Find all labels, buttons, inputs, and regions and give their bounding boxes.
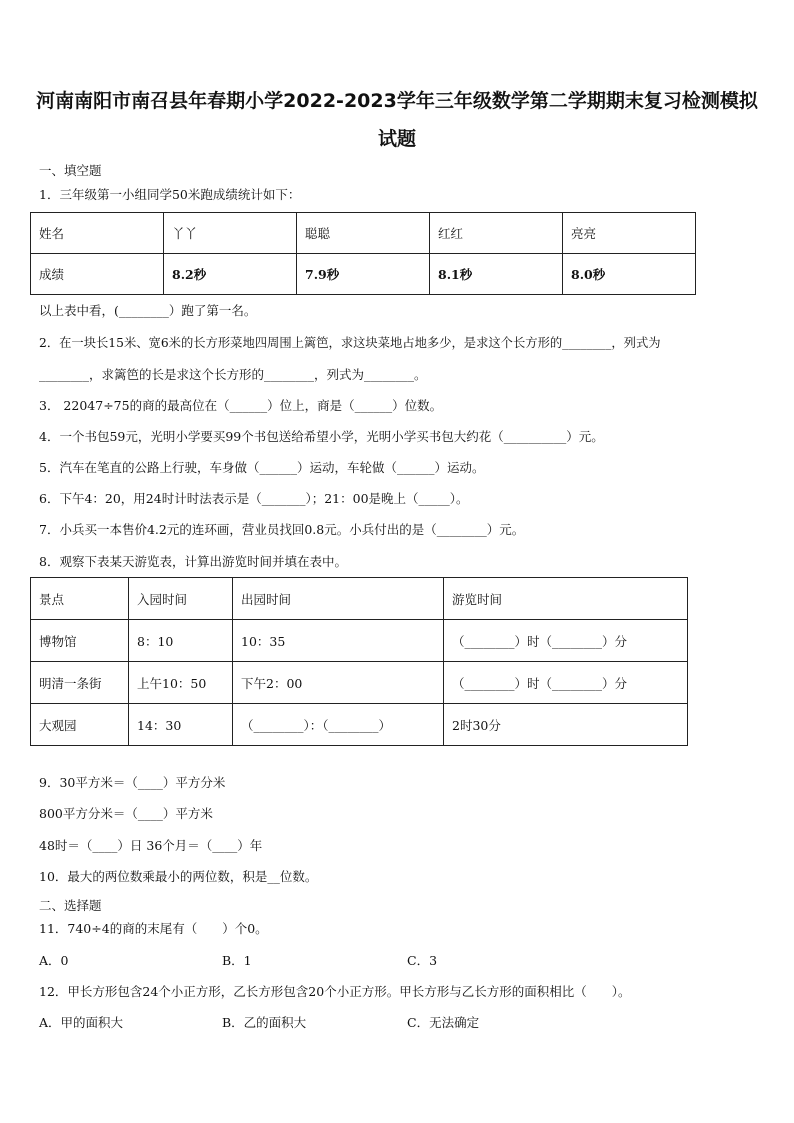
table-cell: （________）：（________） [233, 704, 444, 746]
question-11-option-c: C．3 [407, 953, 438, 968]
question-1-prompt: 以上表中看，(________）跑了第一名。 [39, 303, 257, 318]
section-heading-fill-in: 一、填空题 [39, 163, 102, 178]
table-cell: 景点 [31, 578, 129, 620]
question-11-stem: 11．740÷4的商的末尾有（ ）个0。 [39, 921, 268, 936]
question-9-line3: 48时＝（____）日 36个月＝（____）年 [39, 838, 263, 853]
question-5: 5．汽车在笔直的公路上行驶，车身做（______）运动，车轮做（______）运动。 [39, 460, 485, 475]
table-cell: 红红 [430, 213, 563, 254]
question-10: 10．最大的两位数乘最小的两位数，积是__位数。 [39, 869, 318, 884]
document-title-line2: 试题 [377, 128, 416, 150]
table-row [31, 620, 688, 662]
table-cell: 2时30分 [444, 704, 688, 746]
question-12-option-b: B．乙的面积大 [222, 1015, 307, 1030]
question-12-stem: 12．甲长方形包含24个小正方形，乙长方形包含20个小正方形。甲长方形与乙长方形的面积相比（ ）。 [39, 984, 631, 999]
question-12-option-c: C．无法确定 [407, 1015, 480, 1030]
question-11-option-b: B．1 [222, 953, 252, 968]
table-cell: 上午10：50 [129, 662, 233, 704]
question-9-line2: 800平方分米＝（____）平方米 [39, 806, 213, 821]
question-6: 6．下午4：20，用24时计时法表示是（_______）；21：00是晚上（_____）。 [39, 491, 469, 506]
table-cell: 7.9秒 [297, 254, 430, 295]
table-cell: （________）时（________）分 [444, 662, 688, 704]
table-cell: 下午2：00 [233, 662, 444, 704]
table-row [31, 254, 696, 295]
question-2-line1: 2．在一块长15米、宽6米的长方形菜地四周围上篱笆，求这块菜地占地多少，是求这个长方形的________，列式为 [39, 336, 661, 350]
table-cell: 8.2秒 [164, 254, 297, 295]
table-cell: 博物馆 [31, 620, 129, 662]
table-cell: 8.1秒 [430, 254, 563, 295]
q8-tour-table [30, 577, 688, 746]
table-cell: 亮亮 [563, 213, 696, 254]
table-row [31, 662, 688, 704]
table-row [31, 704, 688, 746]
table-cell: 聪聪 [297, 213, 430, 254]
table-cell: 姓名 [31, 213, 164, 254]
table-cell: 游览时间 [444, 578, 688, 620]
document-title-line1: 河南南阳市南召县年春期小学2022-2023学年三年级数学第二学期期末复习检测模拟 [36, 90, 758, 112]
question-11-option-a: A．0 [39, 953, 69, 968]
table-cell: 成绩 [31, 254, 164, 295]
table-cell: 入园时间 [129, 578, 233, 620]
table-cell: 8.0秒 [563, 254, 696, 295]
table-cell: 丫丫 [164, 213, 297, 254]
table-cell: （________）时（________）分 [444, 620, 688, 662]
table-cell: 明清一条街 [31, 662, 129, 704]
question-12-option-a: A．甲的面积大 [39, 1015, 124, 1030]
table-row [31, 213, 696, 254]
table-cell: 10：35 [233, 620, 444, 662]
table-cell: 出园时间 [233, 578, 444, 620]
table-cell: 8：10 [129, 620, 233, 662]
question-3: 3． 22047÷75的商的最高位在（______）位上，商是（______）位数。 [39, 398, 443, 413]
question-1-stem: 1．三年级第一小组同学50米跑成绩统计如下： [39, 187, 301, 202]
table-cell: 大观园 [31, 704, 129, 746]
question-7: 7．小兵买一本售价4.2元的连环画，营业员找回0.8元。小兵付出的是（________）元。 [39, 522, 525, 537]
question-4: 4．一个书包59元，光明小学要买99个书包送给希望小学，光明小学买书包大约花（__________）元。 [39, 429, 604, 444]
question-8-stem: 8．观察下表某天游览表，计算出游览时间并填在表中。 [39, 554, 347, 569]
section-heading-choice: 二、选择题 [39, 898, 102, 913]
table-row [31, 578, 688, 620]
question-9-line1: 9．30平方米＝（____）平方分米 [39, 775, 226, 790]
table-cell: 14：30 [129, 704, 233, 746]
q1-score-table [30, 212, 696, 295]
question-2-line2: ________，求篱笆的长是求这个长方形的________，列式为________。 [39, 367, 427, 382]
